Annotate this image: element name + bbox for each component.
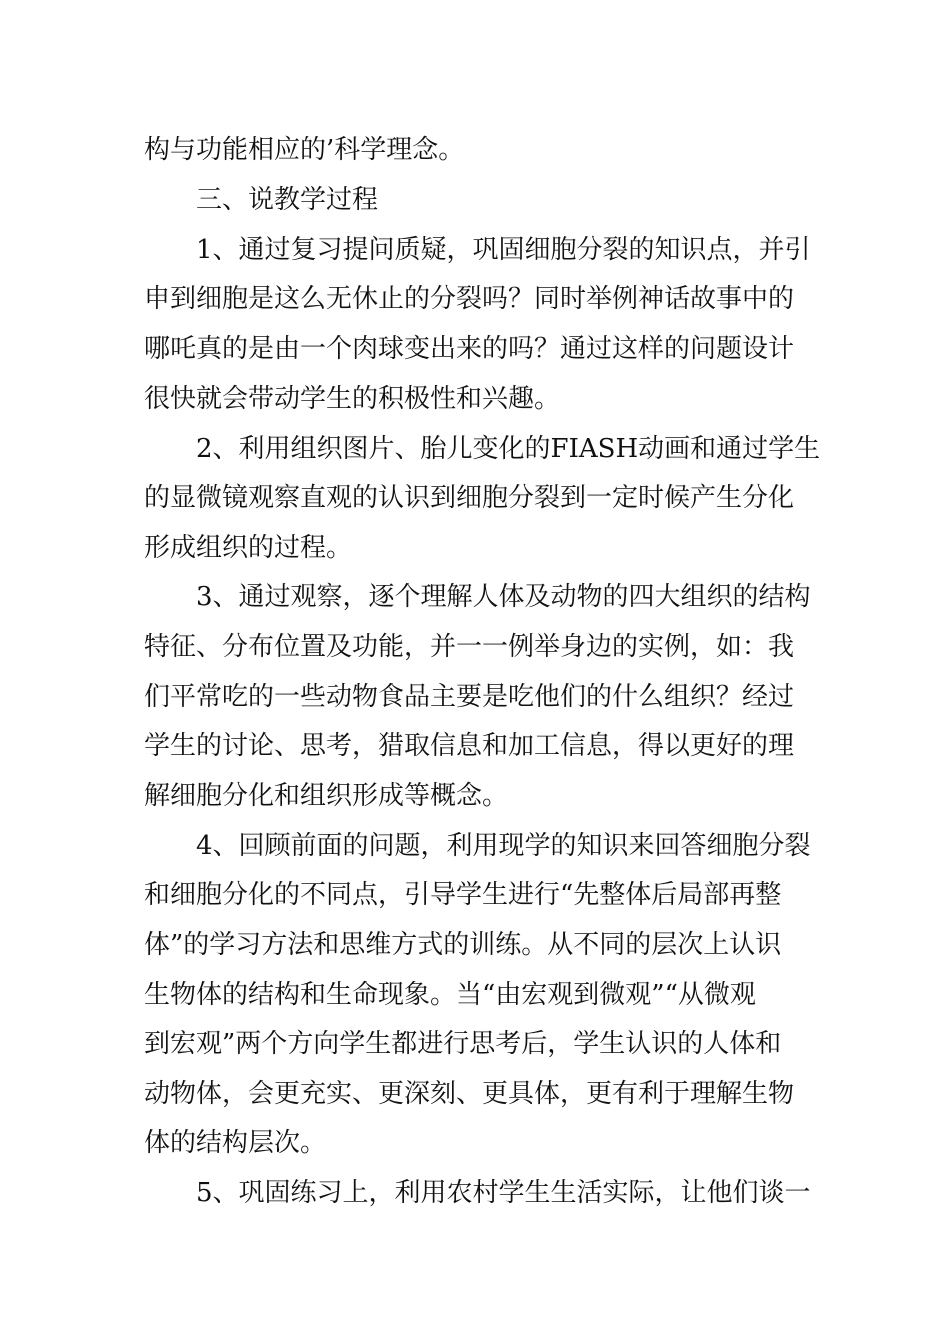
text-line: 和细胞分化的不同点，引导学生进行“先整体后局部再整 <box>144 880 782 910</box>
text-line: 5、巩固练习上，利用农村学生生活实际，让他们谈一 <box>196 1178 811 1208</box>
section-heading: 三、说教学过程 <box>196 185 379 215</box>
text-line: 4、回顾前面的问题，利用现学的知识来回答细胞分裂 <box>196 831 811 861</box>
text-line: 很快就会带动学生的积极性和兴趣。 <box>144 384 561 414</box>
text-line: 解细胞分化和组织形成等概念。 <box>144 781 509 811</box>
text-line: 体的结构层次。 <box>144 1128 327 1158</box>
text-line: 们平常吃的一些动物食品主要是吃他们的什么组织？经过 <box>144 682 795 712</box>
text-line: 生物体的结构和生命现象。当“由宏观到微观”“从微观 <box>144 980 756 1010</box>
text-line: 的显微镜观察直观的认识到细胞分裂到一定时候产生分化 <box>144 483 795 513</box>
text-line: 形成组织的过程。 <box>144 533 353 563</box>
text-line: 体”的学习方法和思维方式的训练。从不同的层次上认识 <box>144 930 782 960</box>
text-line: 2、利用组织图片、胎儿变化的FIASH动画和通过学生 <box>196 434 821 464</box>
text-line: 动物体，会更充实、更深刻、更具体，更有利于理解生物 <box>144 1079 795 1109</box>
text-line: 申到细胞是这么无休止的分裂吗？同时举例神话故事中的 <box>144 284 795 314</box>
text-line: 3、通过观察，逐个理解人体及动物的四大组织的结构 <box>196 582 811 612</box>
text-line: 构与功能相应的’科学理念。 <box>144 135 465 165</box>
text-line: 特征、分布位置及功能，并一一例举身边的实例，如：我 <box>144 632 795 662</box>
text-line: 到宏观”两个方向学生都进行思考后，学生认识的人体和 <box>144 1029 782 1059</box>
text-line: 学生的讨论、思考，猎取信息和加工信息，得以更好的理 <box>144 731 795 761</box>
text-line: 哪吒真的是由一个肉球变出来的吗？通过这样的问题设计 <box>144 334 795 364</box>
text-line: 1、通过复习提问质疑，巩固细胞分裂的知识点，并引 <box>196 235 811 265</box>
